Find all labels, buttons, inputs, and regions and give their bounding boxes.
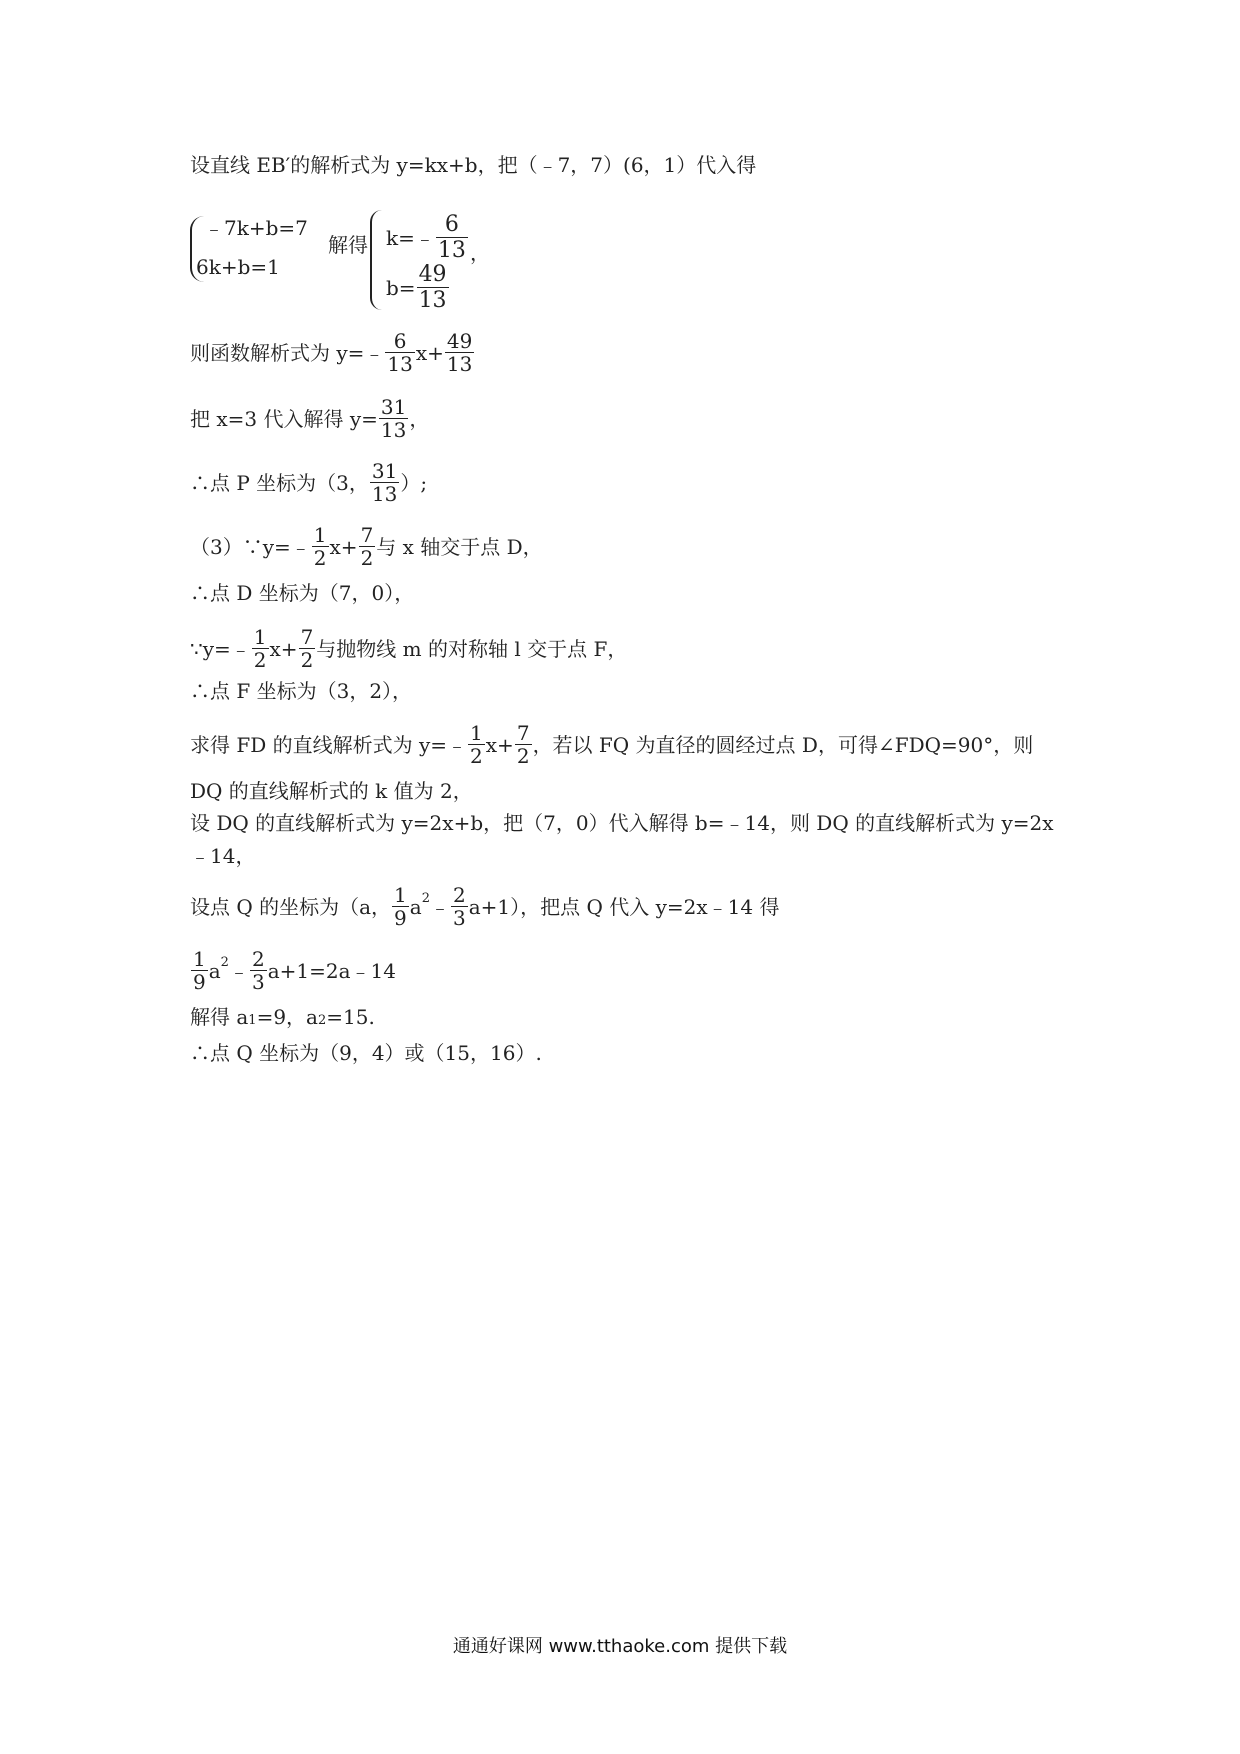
denominator: 3 <box>453 906 466 930</box>
math-text: k=﹣ <box>386 225 435 250</box>
math-text: a+1=2a﹣14 <box>267 958 396 983</box>
text-line <box>190 396 429 441</box>
numerator: 2 <box>251 947 265 971</box>
left-brace <box>370 210 384 310</box>
solution-b <box>386 262 450 313</box>
math-text: =15. <box>326 1005 375 1029</box>
math-text: （3）∵y=﹣ <box>190 534 311 559</box>
numerator: 49 <box>446 329 473 353</box>
numerator: 31 <box>371 459 398 483</box>
math-text: 则函数解析式为 y=﹣ <box>190 340 385 365</box>
math-text: 与 x 轴交于点 D， <box>376 534 543 559</box>
solution-k <box>386 212 469 263</box>
text-line <box>190 722 1033 767</box>
text-line <box>190 884 779 929</box>
fraction <box>445 330 474 375</box>
text-line: 设 DQ 的直线解析式为 y=2x+b，把（7，0）代入解得 b=﹣14，则 DQ 的直线解析式为 y=2x <box>190 811 1054 835</box>
numerator: 7 <box>300 625 314 649</box>
fraction <box>359 524 376 569</box>
solve-label: 解得 <box>328 233 368 257</box>
fraction <box>451 884 468 929</box>
math-text: ， <box>409 406 430 431</box>
fraction <box>312 524 329 569</box>
math-text: x+ <box>269 636 298 661</box>
numerator: 7 <box>516 721 530 745</box>
text-line <box>190 626 627 671</box>
denominator: 13 <box>446 352 473 376</box>
exponent: 2 <box>220 954 229 970</box>
subscript: 1 <box>248 1013 257 1028</box>
subscript: 2 <box>317 1013 327 1028</box>
numerator: 1 <box>313 523 327 547</box>
denominator: 2 <box>300 648 314 672</box>
fraction <box>252 626 269 671</box>
text-line: DQ 的直线解析式的 k 值为 2， <box>190 779 473 803</box>
math-text: a <box>409 894 422 919</box>
fraction <box>515 722 532 767</box>
math-text: ）; <box>400 470 428 495</box>
denominator: 2 <box>253 648 267 672</box>
numerator: 2 <box>453 883 466 907</box>
math-text: x+ <box>329 534 358 559</box>
math-text: x+ <box>485 732 514 757</box>
text-line: ﹣14， <box>190 844 256 868</box>
numerator: 49 <box>418 262 447 287</box>
math-text: 与抛物线 m 的对称轴 l 交于点 F， <box>316 636 628 661</box>
math-text: a+1），把点 Q 代入 y=2x﹣14 得 <box>468 894 780 919</box>
text-line <box>190 460 427 505</box>
denominator: 13 <box>371 482 398 506</box>
denominator: 13 <box>387 352 413 376</box>
text-line: ∴点 D 坐标为（7，0）， <box>190 581 415 605</box>
fraction <box>370 460 399 505</box>
text-line <box>190 948 396 993</box>
denominator: 9 <box>193 970 206 994</box>
math-text: ﹣ <box>228 958 249 983</box>
math-text: ﹣ <box>430 894 450 919</box>
math-text: x+ <box>415 340 444 365</box>
math-text: a <box>208 958 221 983</box>
numerator: 1 <box>470 721 483 745</box>
fraction <box>385 330 414 375</box>
text-line: ∴点 F 坐标为（3，2）， <box>190 679 413 703</box>
math-text: 把 x=3 代入解得 y= <box>190 406 378 431</box>
text-line: 设直线 EB′的解析式为 y=kx+b，把（﹣7，7）(6，1）代入得 <box>190 153 757 177</box>
equation: 6k+b=1 <box>196 255 280 279</box>
fraction <box>436 212 468 263</box>
numerator: 1 <box>193 947 206 971</box>
fraction <box>299 626 316 671</box>
numerator: 7 <box>360 523 374 547</box>
denominator: 13 <box>380 418 407 442</box>
denominator: 2 <box>360 546 374 570</box>
denominator: 13 <box>418 288 447 313</box>
math-text: ∵y=﹣ <box>190 636 251 661</box>
math-text: b= <box>386 275 416 300</box>
equation-system <box>190 210 610 313</box>
fraction <box>191 948 208 993</box>
math-text: ∴点 P 坐标为（3， <box>190 470 369 495</box>
denominator: 13 <box>437 238 466 263</box>
fraction <box>250 948 267 993</box>
text-line: ∴点 Q 坐标为（9，4）或（15，16）. <box>190 1041 542 1065</box>
footer-watermark: 通通好课网 www.tthaoke.com 提供下载 <box>452 1636 788 1657</box>
fraction <box>379 396 408 441</box>
text-line <box>190 1004 375 1030</box>
numerator: 6 <box>444 212 459 237</box>
numerator: 31 <box>380 395 407 419</box>
math-text: 设点 Q 的坐标为（a， <box>190 894 392 919</box>
fraction <box>417 262 449 313</box>
exponent: 2 <box>421 890 430 906</box>
punctuation: ， <box>470 241 490 265</box>
equation: ﹣7k+b=7 <box>204 216 308 240</box>
math-text: =9，a <box>256 1005 318 1029</box>
text-line <box>190 524 543 569</box>
math-text: 求得 FD 的直线解析式为 y=﹣ <box>190 732 468 757</box>
math-text: 解得 a <box>190 1005 249 1029</box>
denominator: 9 <box>394 906 407 930</box>
fraction <box>468 722 485 767</box>
fraction <box>392 884 409 929</box>
numerator: 1 <box>394 883 407 907</box>
math-text: ，若以 FQ 为直径的圆经过点 D，可得∠FDQ=90°，则 <box>532 732 1034 757</box>
denominator: 2 <box>313 546 327 570</box>
denominator: 2 <box>470 744 483 768</box>
denominator: 3 <box>251 970 265 994</box>
denominator: 2 <box>516 744 530 768</box>
numerator: 6 <box>393 329 407 353</box>
text-line <box>190 330 475 375</box>
numerator: 1 <box>253 625 267 649</box>
